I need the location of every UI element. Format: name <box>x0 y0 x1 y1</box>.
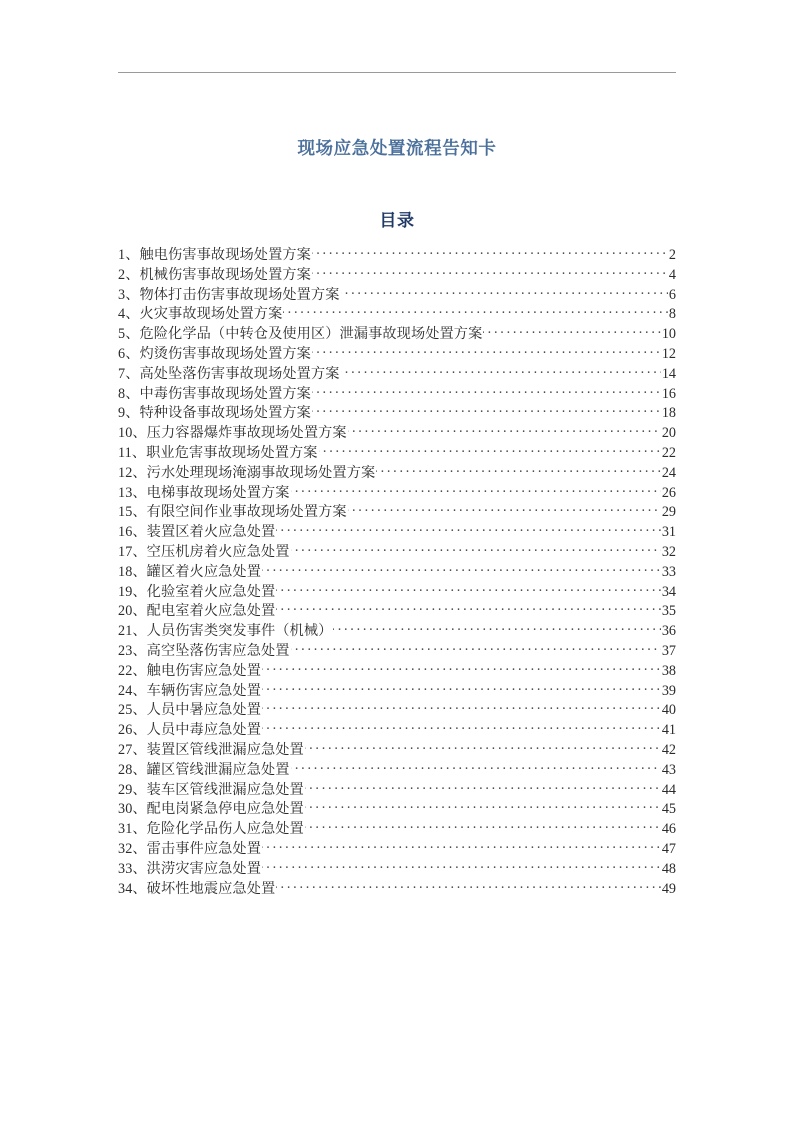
toc-entry-page-number: 32 <box>661 543 676 560</box>
toc-entry-page-number: 22 <box>661 444 676 461</box>
toc-entry-label: 13、电梯事故现场处置方案 <box>118 484 290 501</box>
toc-dot-leader <box>312 344 661 358</box>
toc-entry-page-number: 33 <box>661 563 676 580</box>
toc-dot-leader <box>319 443 661 457</box>
toc-dot-leader <box>276 878 661 892</box>
toc-entry-page-number: 38 <box>661 662 676 679</box>
toc-entry[interactable] <box>118 561 676 581</box>
toc-entry[interactable] <box>118 422 676 442</box>
toc-entry-label: 11、职业危害事故现场处置方案 <box>118 444 318 461</box>
toc-dot-leader <box>312 265 668 279</box>
toc-entry[interactable] <box>118 620 676 640</box>
toc-entry[interactable] <box>118 244 676 264</box>
toc-entry-page-number: 26 <box>661 484 676 501</box>
toc-entry[interactable] <box>118 719 676 739</box>
toc-heading: 目录 <box>379 211 415 230</box>
toc-dot-leader <box>262 839 661 853</box>
toc-entry[interactable] <box>118 343 676 363</box>
toc-entry[interactable] <box>118 323 676 343</box>
toc-entry-label: 24、车辆伤害应急处置 <box>118 682 261 699</box>
toc-dot-leader <box>262 661 661 675</box>
toc-entry[interactable] <box>118 462 676 482</box>
toc-entry-page-number: 6 <box>668 286 676 303</box>
toc-dot-leader <box>312 245 668 259</box>
toc-entry-page-number: 43 <box>661 761 676 778</box>
toc-dot-leader <box>276 601 661 615</box>
toc-entry-label: 18、罐区着火应急处置 <box>118 563 261 580</box>
toc-entry[interactable] <box>118 442 676 462</box>
toc-entry-page-number: 48 <box>661 860 676 877</box>
toc-entry-page-number: 35 <box>661 603 676 620</box>
toc-entry-page-number: 31 <box>661 524 676 541</box>
toc-entry[interactable] <box>118 759 676 779</box>
toc-entry-page-number: 10 <box>661 326 676 343</box>
toc-entry-label: 3、物体打击伤害事故现场处置方案 <box>118 286 340 303</box>
toc-dot-leader <box>333 621 660 635</box>
toc-entry-label: 31、危险化学品伤人应急处置 <box>118 821 304 838</box>
toc-entry-label: 30、配电岗紧急停电应急处置 <box>118 801 304 818</box>
toc-entry[interactable] <box>118 284 676 304</box>
toc-dot-leader <box>312 403 661 417</box>
toc-dot-leader <box>262 700 661 714</box>
toc-dot-leader <box>291 760 661 774</box>
toc-entry[interactable] <box>118 878 676 898</box>
toc-entry-page-number: 34 <box>661 583 676 600</box>
toc-entry[interactable] <box>118 363 676 383</box>
toc-entry-label: 8、中毒伤害事故现场处置方案 <box>118 385 311 402</box>
toc-entry-label: 7、高处坠落伤害事故现场处置方案 <box>118 365 340 382</box>
toc-entry-page-number: 46 <box>661 821 676 838</box>
toc-entry-page-number: 47 <box>661 840 676 857</box>
toc-entry-label: 12、污水处理现场淹溺事故现场处置方案 <box>118 464 376 481</box>
toc-entry-label: 33、洪涝灾害应急处置 <box>118 860 261 877</box>
toc-entry[interactable] <box>118 482 676 502</box>
toc-entry-page-number: 2 <box>668 247 676 263</box>
toc-entry-label: 23、高空坠落伤害应急处置 <box>118 642 290 659</box>
toc-entry[interactable] <box>118 699 676 719</box>
toc-entry-label: 22、触电伤害应急处置 <box>118 662 261 679</box>
toc-entry-label: 5、危险化学品（中转仓及使用区）泄漏事故现场处置方案 <box>118 326 483 343</box>
toc-entry-page-number: 36 <box>661 623 676 640</box>
toc-entry-label: 17、空压机房着火应急处置 <box>118 543 290 560</box>
toc-entry[interactable] <box>118 739 676 759</box>
toc-entry-page-number: 42 <box>661 741 676 758</box>
toc-entry-page-number: 24 <box>661 464 676 481</box>
toc-dot-leader <box>348 502 661 516</box>
toc-dot-leader <box>348 423 661 437</box>
table-of-contents <box>118 244 676 897</box>
toc-entry-page-number: 39 <box>661 682 676 699</box>
toc-entry-label: 9、特种设备事故现场处置方案 <box>118 405 311 422</box>
toc-entry[interactable] <box>118 501 676 521</box>
toc-dot-leader <box>262 562 661 576</box>
toc-entry[interactable] <box>118 521 676 541</box>
toc-dot-leader <box>276 581 661 595</box>
toc-dot-leader <box>262 859 661 873</box>
toc-entry-label: 20、配电室着火应急处置 <box>118 603 276 620</box>
toc-entry[interactable] <box>118 818 676 838</box>
toc-entry-page-number: 8 <box>668 306 676 323</box>
toc-entry[interactable] <box>118 264 676 284</box>
toc-dot-leader <box>305 779 661 793</box>
toc-entry[interactable] <box>118 640 676 660</box>
toc-dot-leader <box>291 542 661 556</box>
toc-entry[interactable] <box>118 303 676 323</box>
toc-dot-leader <box>291 482 661 496</box>
toc-entry-page-number: 14 <box>661 365 676 382</box>
toc-entry-label: 2、机械伤害事故现场处置方案 <box>118 266 311 283</box>
toc-entry-label: 27、装置区管线泄漏应急处置 <box>118 741 304 758</box>
toc-dot-leader <box>262 720 661 734</box>
toc-entry-label: 6、灼烫伤害事故现场处置方案 <box>118 345 311 362</box>
toc-dot-leader <box>283 304 668 318</box>
toc-entry[interactable] <box>118 581 676 601</box>
toc-entry-page-number: 49 <box>661 880 676 897</box>
toc-entry-page-number: 40 <box>661 702 676 719</box>
toc-dot-leader <box>341 284 668 298</box>
toc-entry[interactable] <box>118 600 676 620</box>
toc-entry[interactable] <box>118 680 676 700</box>
toc-entry-page-number: 18 <box>661 405 676 422</box>
toc-entry[interactable] <box>118 402 676 422</box>
toc-entry-label: 1、触电伤害事故现场处置方案 <box>118 247 311 263</box>
toc-entry-label: 16、装置区着火应急处置 <box>118 524 276 541</box>
toc-entry-label: 15、有限空间作业事故现场处置方案 <box>118 504 347 521</box>
toc-dot-leader <box>483 324 660 338</box>
toc-dot-leader <box>276 522 661 536</box>
toc-entry[interactable] <box>118 779 676 799</box>
toc-dot-leader <box>262 680 661 694</box>
toc-entry-page-number: 16 <box>661 385 676 402</box>
toc-entry-label: 26、人员中毒应急处置 <box>118 722 261 739</box>
toc-entry[interactable] <box>118 541 676 561</box>
toc-entry[interactable] <box>118 383 676 403</box>
toc-dot-leader <box>376 463 661 477</box>
page-title: 现场应急处置流程告知卡 <box>297 138 497 158</box>
toc-entry-label: 29、装车区管线泄漏应急处置 <box>118 781 304 798</box>
toc-entry[interactable] <box>118 660 676 680</box>
toc-entry-label: 19、化验室着火应急处置 <box>118 583 276 600</box>
toc-entry-label: 32、雷击事件应急处置 <box>118 840 261 857</box>
toc-entry[interactable] <box>118 838 676 858</box>
toc-entry-label: 4、火灾事故现场处置方案 <box>118 306 283 323</box>
toc-entry-label: 34、破坏性地震应急处置 <box>118 880 276 897</box>
header-rule <box>118 72 676 73</box>
toc-entry-page-number: 37 <box>661 642 676 659</box>
toc-dot-leader <box>305 740 661 754</box>
toc-entry-page-number: 29 <box>661 504 676 521</box>
toc-entry-label: 10、压力容器爆炸事故现场处置方案 <box>118 425 347 442</box>
toc-dot-leader <box>312 383 661 397</box>
toc-entry-page-number: 45 <box>661 801 676 818</box>
toc-entry[interactable] <box>118 798 676 818</box>
toc-entry-label: 21、人员伤害类突发事件（机械） <box>118 623 333 640</box>
toc-dot-leader <box>305 819 661 833</box>
toc-entry-label: 28、罐区管线泄漏应急处置 <box>118 761 290 778</box>
toc-entry-page-number: 44 <box>661 781 676 798</box>
toc-entry-page-number: 41 <box>661 722 676 739</box>
toc-dot-leader <box>291 641 661 655</box>
toc-dot-leader <box>341 364 661 378</box>
toc-entry-page-number: 4 <box>668 266 676 283</box>
toc-entry-label: 25、人员中暑应急处置 <box>118 702 261 719</box>
toc-entry[interactable] <box>118 858 676 878</box>
toc-entry-page-number: 12 <box>661 345 676 362</box>
toc-entry-page-number: 20 <box>661 425 676 442</box>
toc-dot-leader <box>305 799 661 813</box>
